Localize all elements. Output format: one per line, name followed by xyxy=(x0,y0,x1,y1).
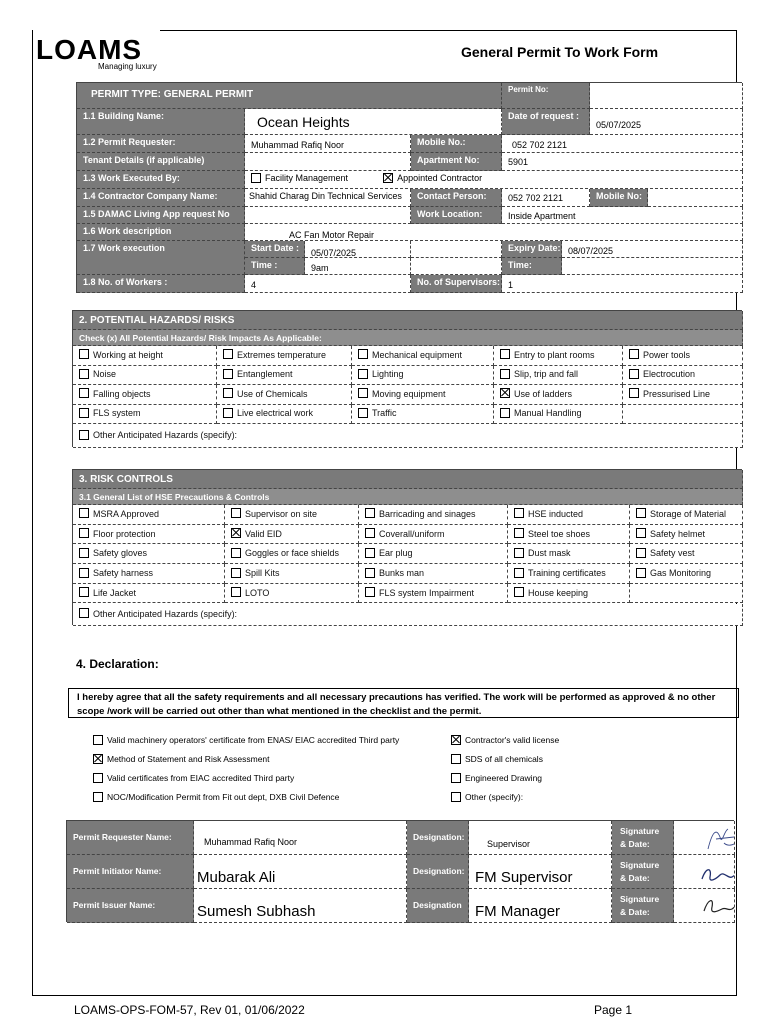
checkbox[interactable] xyxy=(514,568,524,578)
checkbox[interactable] xyxy=(79,568,89,578)
hazard-item xyxy=(352,405,494,425)
checkbox-label: Noise xyxy=(93,369,117,380)
checkbox-label: Other (specify): xyxy=(465,792,524,802)
start-blank xyxy=(411,241,502,258)
control-item xyxy=(508,584,630,604)
checkbox-label: Use of Chemicals xyxy=(237,388,308,399)
location-label: Work Location: xyxy=(411,207,502,224)
declaration-item xyxy=(451,754,543,765)
description-label: 1.6 Work description xyxy=(77,224,245,241)
signoff-designation[interactable]: FM Manager xyxy=(469,889,612,923)
hazard-item xyxy=(623,385,743,405)
checkbox[interactable] xyxy=(500,349,510,359)
start-date-value[interactable]: 05/07/2025 xyxy=(305,241,411,258)
signoff-name[interactable]: Mubarak Ali xyxy=(194,855,407,889)
checkbox[interactable] xyxy=(79,430,89,440)
contractor-value[interactable]: Shahid Charag Din Technical Services xyxy=(245,189,411,207)
declaration-title: 4. Declaration: xyxy=(76,657,159,671)
control-item xyxy=(508,505,630,525)
footer-page-number: Page 1 xyxy=(594,1003,633,1017)
checkbox[interactable] xyxy=(500,388,510,398)
form-title: General Permit To Work Form xyxy=(461,44,659,60)
hazard-item xyxy=(217,346,352,366)
time2-value[interactable] xyxy=(562,258,743,275)
checkbox[interactable] xyxy=(358,369,368,379)
checkbox[interactable] xyxy=(358,388,368,398)
description-value[interactable]: AC Fan Motor Repair xyxy=(245,224,743,241)
date-request-label: Date of request : xyxy=(502,109,590,135)
checkbox-label: Extremes temperature xyxy=(237,349,327,360)
checkbox[interactable] xyxy=(358,408,368,418)
checkbox-label: Working at height xyxy=(93,349,163,360)
checkbox[interactable] xyxy=(358,349,368,359)
checkbox[interactable] xyxy=(231,587,241,597)
checkbox[interactable] xyxy=(79,369,89,379)
hazard-item xyxy=(352,385,494,405)
checkbox-label: Floor protection xyxy=(93,528,156,539)
control-item xyxy=(73,544,225,564)
checkbox-label: Valid certificates from EIAC accredited Third party xyxy=(107,773,295,783)
checkbox-label: Engineered Drawing xyxy=(465,773,543,783)
signoff-name[interactable]: Sumesh Subhash xyxy=(194,889,407,923)
signoff-role-label: Permit Initiator Name: xyxy=(67,855,194,889)
signoff-role-label: Permit Requester Name: xyxy=(67,821,194,855)
mobile-label: Mobile No.: xyxy=(411,135,502,153)
hazard-item xyxy=(494,385,623,405)
signature[interactable] xyxy=(674,821,735,855)
checkbox-label: Mechanical equipment xyxy=(372,349,463,360)
checkbox-label: Supervisor on site xyxy=(245,508,318,519)
checkbox-label: Lighting xyxy=(372,369,404,380)
option-ac-label: Appointed Contractor xyxy=(397,173,483,183)
declaration-item xyxy=(451,735,559,746)
checkbox[interactable] xyxy=(500,369,510,379)
checkbox[interactable] xyxy=(223,388,233,398)
section-risk-controls xyxy=(72,469,742,625)
checkbox[interactable] xyxy=(636,528,646,538)
checkbox[interactable] xyxy=(365,528,375,538)
checkbox[interactable] xyxy=(629,369,639,379)
control-item xyxy=(73,525,225,545)
checkbox[interactable] xyxy=(79,388,89,398)
time2-label: Time: xyxy=(502,258,562,275)
checkbox[interactable] xyxy=(223,408,233,418)
building-label: 1.1 Building Name: xyxy=(77,109,245,135)
checkbox-label: Electrocution xyxy=(643,369,696,380)
hazard-item xyxy=(494,405,623,425)
checkbox[interactable] xyxy=(223,369,233,379)
mobile-value[interactable]: 052 702 2121 xyxy=(502,135,743,153)
control-item xyxy=(225,564,359,584)
executed-options xyxy=(245,171,743,189)
checkbox-label: Steel toe shoes xyxy=(528,528,591,539)
checkbox-label: FLS system xyxy=(93,408,141,419)
checkbox[interactable] xyxy=(79,349,89,359)
checkbox-label: Falling objects xyxy=(93,388,151,399)
tenant-value[interactable] xyxy=(245,153,411,171)
checkbox-label: Gas Monitoring xyxy=(650,567,712,578)
checkbox[interactable] xyxy=(365,508,375,518)
checkbox-label: NOC/Modification Permit from Fit out dept, DXB Civil Defence xyxy=(107,792,340,802)
control-item xyxy=(359,544,508,564)
control-item xyxy=(73,584,225,604)
declaration-item xyxy=(93,773,294,784)
checkbox[interactable] xyxy=(231,528,241,538)
supervisors-value[interactable]: 1 xyxy=(502,275,743,293)
checkbox[interactable] xyxy=(514,508,524,518)
control-item xyxy=(73,564,225,584)
control-item xyxy=(508,525,630,545)
control-item xyxy=(508,544,630,564)
declaration-text: I hereby agree that all the safety requirements and all necessary precautions has verified. The work will be performed as approved & no other scope /work will be carried out other than what mentioned in the checklist and the permit. xyxy=(68,688,739,718)
checkbox-label: Safety gloves xyxy=(93,548,148,559)
checkbox[interactable] xyxy=(451,754,461,764)
apartment-label: Apartment No: xyxy=(411,153,502,171)
hazard-item xyxy=(623,346,743,366)
checkbox-label: Entry to plant rooms xyxy=(514,349,595,360)
checkbox[interactable] xyxy=(231,508,241,518)
mobile2-value[interactable] xyxy=(648,189,743,207)
declaration-item xyxy=(93,735,399,746)
hazard-item xyxy=(73,346,217,366)
checkbox[interactable] xyxy=(93,735,103,745)
checkbox-label: Other Anticipated Hazards (specify): xyxy=(93,430,238,440)
checkbox[interactable] xyxy=(79,508,89,518)
checkbox-label: Power tools xyxy=(643,349,691,360)
control-item xyxy=(630,584,743,604)
checkbox-label: Barricading and sinages xyxy=(379,508,476,519)
location-value[interactable]: Inside Apartment xyxy=(502,207,743,224)
section-hazards xyxy=(72,310,742,447)
checkbox-label: Use of ladders xyxy=(514,388,573,399)
control-item xyxy=(73,505,225,525)
checkbox-label: Entanglement xyxy=(237,369,293,380)
checkbox-label: Spill Kits xyxy=(245,567,280,578)
checkbox[interactable] xyxy=(79,528,89,538)
checkbox-label: Contractor's valid license xyxy=(465,735,560,745)
checkbox[interactable] xyxy=(93,792,103,802)
checkbox-label: Other Anticipated Hazards (specify): xyxy=(93,608,238,619)
control-item xyxy=(359,525,508,545)
signature[interactable] xyxy=(674,855,735,889)
checkbox[interactable] xyxy=(231,548,241,558)
checkbox-label: MSRA Approved xyxy=(93,508,160,519)
tenant-label: Tenant Details (if applicable) xyxy=(77,153,245,171)
footer-doc-code: LOAMS-OPS-FOM-57, Rev 01, 01/06/2022 xyxy=(74,1003,305,1017)
checkbox[interactable] xyxy=(223,349,233,359)
checkbox-label: Dust mask xyxy=(528,548,571,559)
checkbox-label: LOTO xyxy=(245,587,270,598)
checkbox-label: Live electrical work xyxy=(237,408,314,419)
checkbox-label: Pressurised Line xyxy=(643,388,711,399)
checkbox[interactable] xyxy=(93,773,103,783)
control-item xyxy=(630,505,743,525)
checkbox-label: Coverall/uniform xyxy=(379,528,445,539)
checkbox-label: Storage of Material xyxy=(650,508,727,519)
signature[interactable] xyxy=(674,889,735,923)
requester-value[interactable]: Muhammad Rafiq Noor xyxy=(245,135,411,153)
checkbox-label: Safety helmet xyxy=(650,528,706,539)
checkbox-label: Valid EID xyxy=(245,528,282,539)
hazard-item xyxy=(73,366,217,386)
control-item xyxy=(508,564,630,584)
signature-date-label: Signature & Date: xyxy=(612,855,674,889)
control-item xyxy=(359,564,508,584)
contractor-label: 1.4 Contractor Company Name: xyxy=(77,189,245,207)
signoff-designation[interactable]: Supervisor xyxy=(469,821,612,855)
damac-label: 1.5 DAMAC Living App request No xyxy=(77,207,245,224)
control-item xyxy=(225,584,359,604)
checkbox-label: Traffic xyxy=(372,408,397,419)
checkbox-label: Manual Handling xyxy=(514,408,582,419)
checkbox[interactable] xyxy=(79,548,89,558)
requester-label: 1.2 Permit Requester: xyxy=(77,135,245,153)
signature-date-label: Signature & Date: xyxy=(612,821,674,855)
building-value[interactable]: Ocean Heights xyxy=(245,109,502,135)
checkbox[interactable] xyxy=(500,408,510,418)
checkbox-label: Valid machinery operators' certificate from ENAS/ EIAC accredited Third party xyxy=(107,735,400,745)
control-item xyxy=(630,525,743,545)
hazard-item xyxy=(217,366,352,386)
declaration-item xyxy=(93,792,339,803)
checkbox[interactable] xyxy=(451,792,461,802)
apartment-value[interactable]: 5901 xyxy=(502,153,743,171)
section-permit-details xyxy=(76,82,742,293)
checkbox-label: Ear plug xyxy=(379,548,413,559)
logo-wordmark: LOAMS xyxy=(36,34,143,65)
checkbox-appointed-contractor[interactable] xyxy=(383,173,393,183)
control-item xyxy=(630,564,743,584)
expiry-label: Expiry Date: xyxy=(502,241,562,258)
signoff-designation[interactable]: FM Supervisor xyxy=(469,855,612,889)
checkbox-fm[interactable] xyxy=(251,173,261,183)
contact-value[interactable]: 052 702 2121 xyxy=(502,189,590,207)
checkbox[interactable] xyxy=(636,568,646,578)
supervisors-label: No. of Supervisors: xyxy=(411,275,502,293)
checkbox[interactable] xyxy=(79,608,89,618)
permit-no-value[interactable] xyxy=(590,83,743,109)
control-item xyxy=(630,544,743,564)
checkbox[interactable] xyxy=(514,587,524,597)
hazard-item xyxy=(494,346,623,366)
declaration-item xyxy=(451,792,523,803)
time-label: Time : xyxy=(245,258,305,275)
checkbox[interactable] xyxy=(451,773,461,783)
brand-logo xyxy=(36,34,157,71)
control-item xyxy=(225,505,359,525)
checkbox[interactable] xyxy=(636,548,646,558)
signature-date-label: Signature & Date: xyxy=(612,889,674,923)
hazard-item xyxy=(623,405,743,425)
option-fm-label: Facility Management xyxy=(265,173,349,183)
time-blank xyxy=(411,258,502,275)
control-item xyxy=(225,525,359,545)
checkbox-label: Life Jacket xyxy=(93,587,137,598)
signoff-role-label: Permit Issuer Name: xyxy=(67,889,194,923)
control-item xyxy=(359,505,508,525)
checkbox[interactable] xyxy=(636,508,646,518)
declaration-item xyxy=(451,773,542,784)
checkbox-label: HSE inducted xyxy=(528,508,584,519)
hazard-item xyxy=(623,366,743,386)
checkbox[interactable] xyxy=(79,587,89,597)
section3-header: 3. RISK CONTROLS xyxy=(73,470,743,489)
checkbox[interactable] xyxy=(629,388,639,398)
damac-value[interactable] xyxy=(245,207,411,224)
hazard-item xyxy=(352,366,494,386)
hazard-item xyxy=(73,385,217,405)
checkbox-label: Safety vest xyxy=(650,548,695,559)
expiry-value[interactable]: 08/07/2025 xyxy=(562,241,743,258)
checkbox-label: FLS system Impairment xyxy=(379,587,475,598)
start-date-label: Start Date : xyxy=(245,241,305,258)
workers-value[interactable]: 4 xyxy=(245,275,411,293)
hazard-item xyxy=(217,405,352,425)
section3-subheader: 3.1 General List of HSE Precautions & Controls xyxy=(73,489,743,505)
date-request-value[interactable]: 05/07/2025 xyxy=(590,109,743,135)
signoff-designation-label: Designation xyxy=(407,889,469,923)
signoff-designation-label: Designation: xyxy=(407,855,469,889)
hazard-other xyxy=(73,424,743,448)
signoff-table xyxy=(66,820,734,922)
section2-subheader: Check (x) All Potential Hazards/ Risk Impacts As Applicable: xyxy=(73,330,743,346)
checkbox-label: SDS of all chemicals xyxy=(465,754,543,764)
workers-label: 1.8 No. of Workers : xyxy=(77,275,245,293)
execution-label: 1.7 Work execution xyxy=(77,241,245,275)
checkbox[interactable] xyxy=(93,754,103,764)
checkbox-label: Bunks man xyxy=(379,567,425,578)
section1-header: PERMIT TYPE: GENERAL PERMIT xyxy=(77,83,502,109)
checkbox[interactable] xyxy=(365,568,375,578)
checkbox-label: House keeping xyxy=(528,587,589,598)
hazard-item xyxy=(352,346,494,366)
frame-top-line xyxy=(160,30,737,31)
checkbox[interactable] xyxy=(514,528,524,538)
hazard-item xyxy=(217,385,352,405)
permit-no-label: Permit No: xyxy=(502,83,590,109)
control-item xyxy=(359,584,508,604)
section2-header: 2. POTENTIAL HAZARDS/ RISKS xyxy=(73,311,743,330)
hazard-item xyxy=(494,366,623,386)
mobile2-label: Mobile No: xyxy=(590,189,648,207)
checkbox-label: Training certificates xyxy=(528,567,606,578)
control-other xyxy=(73,604,743,627)
checkbox[interactable] xyxy=(79,408,89,418)
checkbox-label: Method of Statement and Risk Assessment xyxy=(107,754,270,764)
checkbox[interactable] xyxy=(365,587,375,597)
logo-tagline: Managing luxury xyxy=(98,62,157,71)
contact-label: Contact Person: xyxy=(411,189,502,207)
checkbox[interactable] xyxy=(629,349,639,359)
signoff-name[interactable]: Muhammad Rafiq Noor xyxy=(194,821,407,855)
checkbox[interactable] xyxy=(231,568,241,578)
declaration-item xyxy=(93,754,270,765)
signoff-designation-label: Designation: xyxy=(407,821,469,855)
checkbox[interactable] xyxy=(451,735,461,745)
control-item xyxy=(225,544,359,564)
hazard-item xyxy=(73,405,217,425)
checkbox-label: Goggles or face shields xyxy=(245,548,340,559)
executed-label: 1.3 Work Executed By: xyxy=(77,171,245,189)
checkbox-label: Slip, trip and fall xyxy=(514,369,579,380)
checkbox-label: Moving equipment xyxy=(372,388,446,399)
checkbox-label: Safety harness xyxy=(93,567,154,578)
time-value[interactable]: 9am xyxy=(305,258,411,275)
checkbox[interactable] xyxy=(514,548,524,558)
checkbox[interactable] xyxy=(365,548,375,558)
